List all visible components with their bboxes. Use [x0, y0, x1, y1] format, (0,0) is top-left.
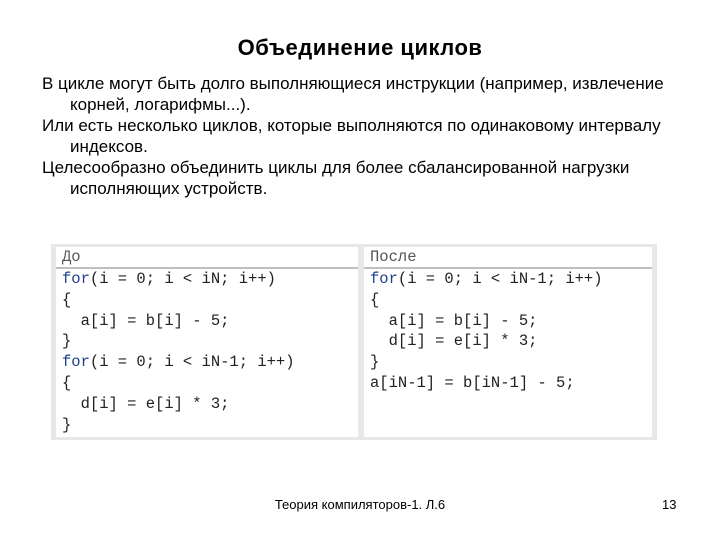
code-text: (i = 0; i < iN-1; i++) [89, 353, 295, 372]
code-text: a[i] = b[i] - 5; [370, 311, 538, 330]
code-line [364, 290, 652, 311]
code-line [56, 373, 358, 394]
before-header: До [56, 247, 358, 269]
code-text: { [370, 290, 380, 309]
code-text: a[iN-1] = b[iN-1] - 5; [370, 373, 575, 392]
footer-course: Теория компиляторов-1. Л.6 [274, 497, 446, 512]
code-line [364, 373, 652, 394]
after-code [364, 269, 652, 394]
paragraph: В цикле могут быть долго выполняющиеся инструкции (например, извлечение корней, логарифмы...). [42, 74, 664, 114]
code-text: d[i] = e[i] * 3; [62, 394, 230, 413]
code-text: (i = 0; i < iN-1; i++) [397, 270, 603, 288]
code-line [56, 394, 358, 415]
code-keyword: for [370, 270, 398, 288]
code-text: } [370, 353, 380, 372]
code-line [56, 311, 358, 332]
code-line [364, 269, 652, 290]
code-line [56, 290, 358, 311]
code-text: } [62, 332, 72, 351]
after-header: После [364, 247, 652, 269]
code-comparison-table [51, 244, 657, 440]
code-line [364, 352, 652, 373]
code-text: { [62, 290, 72, 309]
paragraph: Целесообразно объединить циклы для более сбалансированной нагрузки исполняющих устройств. [42, 158, 630, 198]
code-text: } [62, 415, 72, 434]
after-column [364, 247, 652, 437]
page-number: 13 [662, 497, 677, 512]
code-line [56, 269, 358, 290]
slide-body [42, 73, 702, 199]
code-line [56, 331, 358, 352]
slide-title: Объединение циклов [237, 35, 483, 60]
code-line [364, 331, 652, 352]
code-keyword: for [62, 353, 90, 372]
code-keyword: for [62, 270, 90, 288]
code-text: a[i] = b[i] - 5; [62, 311, 230, 330]
code-line [56, 352, 358, 373]
code-text: { [62, 373, 72, 392]
before-column [56, 247, 358, 437]
before-code [56, 269, 358, 435]
paragraph: Или есть несколько циклов, которые выполняются по одинаковому интервалу индексов. [42, 116, 661, 156]
code-text: d[i] = e[i] * 3; [370, 332, 538, 351]
code-text: (i = 0; i < iN; i++) [89, 270, 276, 288]
code-line [364, 311, 652, 332]
code-line [56, 415, 358, 436]
